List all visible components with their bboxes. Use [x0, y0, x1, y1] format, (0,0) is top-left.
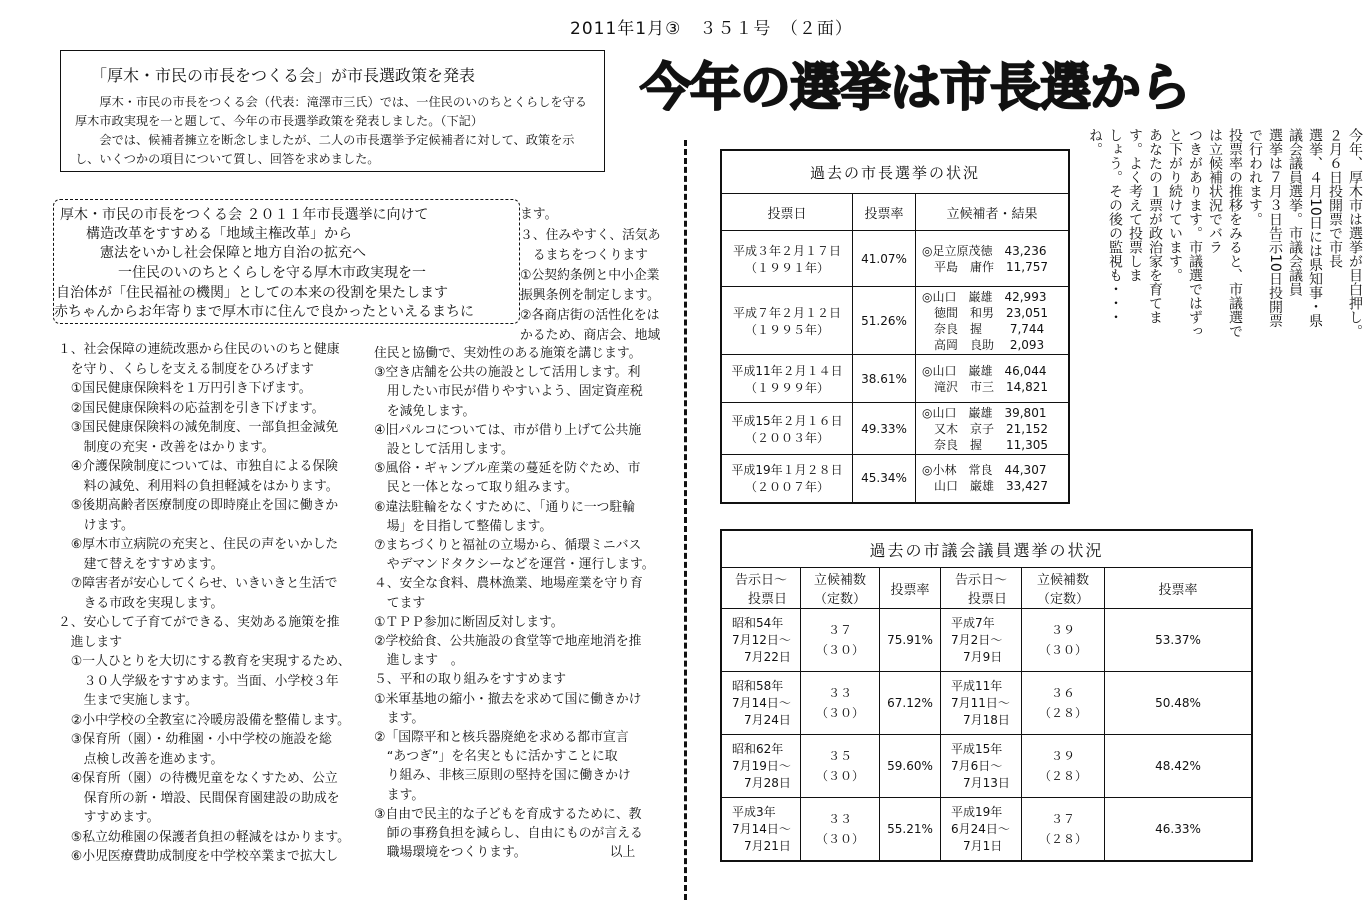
period-line: 7月22日	[732, 649, 791, 664]
council-header	[880, 568, 941, 609]
period-line: 7月13日	[951, 775, 1010, 790]
council-header	[941, 568, 1022, 609]
election-period	[721, 672, 801, 735]
policy-line: 職場環境をつくります。 以上	[374, 845, 636, 861]
policy-line: ④介護保険制度については、市独自による保険	[58, 459, 338, 474]
header-rate: 投票率	[853, 194, 916, 231]
policy-line: ②「国際平和と核兵器廃絶を求める都市宣言	[374, 730, 629, 745]
period-line: 7月2日～	[951, 632, 1003, 647]
vertical-intro	[1085, 128, 1365, 338]
period-line: 昭和62年	[732, 741, 784, 756]
intro-line: 投票率の推移をみると、市議選では立候補状況でバラ	[1207, 128, 1243, 338]
council-header-line: （定数）	[1036, 592, 1089, 607]
candidate-result: 奈良 握 11,305	[922, 437, 1048, 452]
candidate-count	[1022, 672, 1105, 735]
council-header	[1022, 568, 1105, 609]
policy-line: ４、安全な食料、農林漁業、地場産業を守り育	[374, 576, 643, 592]
mayor-row	[721, 231, 1069, 287]
policy-line: ②各商店街の活性化をは	[520, 308, 660, 323]
policy-line: ①公契約条例と中小企業	[520, 268, 660, 283]
policy-line: １、社会保障の連続改悪から住民のいのちと健康	[58, 342, 340, 357]
election-date-cell	[721, 455, 853, 503]
council-turnout: 67.12%	[880, 672, 941, 735]
period-line: 7月24日	[732, 712, 791, 727]
candidate-result: 滝沢 市三 14,821	[922, 379, 1048, 394]
policy-line: 師の事務負担を減らし、自由にものが言える	[374, 826, 643, 841]
count-line: （２８）	[1038, 832, 1087, 846]
election-period	[941, 609, 1022, 672]
mayor-row	[721, 455, 1069, 503]
issue-line: 2011年1月③ ３５１号 （２面）	[570, 19, 853, 39]
policy-line: ３０人学級をすすめます。当面、小学校３年	[58, 673, 339, 689]
intro-line: 選挙は７月３日告示10日投開票で行われます。	[1247, 128, 1283, 328]
policy-line: 点検し改善を進めます。	[58, 751, 224, 767]
count-line: （３０）	[815, 832, 864, 846]
candidate-result: ◎山口 巌雄 39,801	[922, 405, 1047, 420]
period-line: 7月6日～	[951, 758, 1003, 773]
turnout-rate: 49.33%	[853, 403, 916, 455]
candidate-count	[801, 798, 880, 862]
candidate-result: 徳間 和男 23,051	[922, 305, 1048, 320]
policy-line: けます。	[58, 517, 134, 533]
candidate-results	[916, 403, 1070, 455]
policy-line: 進します	[58, 634, 122, 650]
policy-line: ③空き店舗を公共の施設として活用します。利	[374, 365, 641, 381]
mayor-row	[721, 403, 1069, 455]
headline: 今年の選挙は市長選から	[640, 59, 1191, 118]
mayor-table-title: 過去の市長選挙の状況	[721, 150, 1069, 194]
election-year: （１９９５年）	[744, 322, 829, 337]
policy-line: ⑥違法駐輪をなくすために、「通りに一つ駐輪	[374, 499, 636, 515]
count-line: ３５	[827, 749, 852, 763]
count-line: ３６	[1050, 686, 1075, 700]
council-header-line: （定数）	[813, 592, 866, 607]
policy-line: 用したい市民が借りやすいよう、固定資産税	[374, 384, 643, 400]
period-line: 平成3年	[732, 804, 776, 819]
vision-line: 赤ちゃんからお年寄りまで厚木市に住んで良かったといえるまちに	[54, 304, 474, 320]
candidate-result: 山口 巌雄 33,427	[922, 479, 1048, 494]
election-date: 平成19年１月２８日	[731, 463, 843, 478]
vision-line: 自治体が「住民福祉の機関」としての本来の役割を果たします	[56, 285, 448, 301]
mayor-election-table	[720, 149, 1070, 504]
candidate-result: 平島 庸作 11,757	[922, 259, 1048, 274]
election-year: （２００７年）	[744, 480, 829, 495]
period-line: 7月21日	[732, 838, 791, 853]
count-line: （２８）	[1038, 706, 1087, 720]
council-header-line: 投票率	[1158, 582, 1198, 598]
council-header-line: 立候補数	[813, 573, 866, 588]
policy-line: ①国民健康保険料を１万円引き下げます。	[58, 381, 312, 396]
council-header	[1105, 568, 1253, 609]
policy-line: ⑥厚木市立病院の充実と、住民の声をいかした	[58, 537, 339, 552]
policy-line: ⑤後期高齢者医療制度の即時廃止を国に働きか	[58, 498, 339, 513]
policy-line: ⑤私立幼稚園の保護者負担の軽減をはかります。	[58, 829, 350, 845]
period-line: 7月9日	[951, 649, 1003, 664]
council-turnout: 46.33%	[1105, 798, 1253, 862]
announcement-box	[60, 50, 605, 172]
policy-line: てます	[374, 595, 426, 611]
council-header-line: 投票日	[734, 592, 787, 607]
vision-box	[53, 199, 520, 324]
policy-line: 生まで実施します。	[58, 693, 198, 708]
policy-line: ①ＴＰＰ参加に断固反対します。	[374, 614, 564, 630]
announcement-title: 「厚木・市民の市長をつくる会」が市長選政策を発表	[91, 66, 476, 85]
turnout-rate: 45.34%	[853, 455, 916, 503]
policy-line: るまちをつくります	[520, 248, 648, 263]
period-line: 7月28日	[732, 775, 791, 790]
policy-line: きる市政を実現します。	[58, 595, 224, 611]
candidate-result: ◎小林 常良 44,307	[922, 463, 1047, 478]
policy-line: り組み、非核三原則の堅持を国に働きかけ	[374, 768, 631, 784]
council-election-table	[720, 529, 1253, 862]
policy-line: すすめます。	[58, 810, 160, 825]
election-date-cell	[721, 355, 853, 403]
candidate-result: ◎山口 巌雄 42,993	[922, 289, 1047, 304]
vision-line: 構造改革をすすめる「地域主権改革」から	[86, 226, 353, 242]
intro-line: しょう。その後の監視も・・・ね。	[1087, 128, 1123, 324]
candidate-count	[801, 672, 880, 735]
policy-line: ます。	[374, 787, 425, 803]
column-divider	[684, 140, 687, 900]
candidate-result: 又木 京子 21,152	[922, 421, 1048, 436]
candidate-results	[916, 355, 1070, 403]
count-line: ３７	[1050, 812, 1075, 826]
turnout-rate: 51.26%	[853, 287, 916, 355]
header-date: 投票日	[721, 194, 853, 231]
candidate-count	[801, 609, 880, 672]
council-header-line: 投票日	[954, 592, 1007, 607]
period-line: 7月14日～	[732, 821, 791, 836]
policy-line: ます。	[374, 710, 425, 726]
count-line: ３３	[827, 812, 852, 826]
policy-line: ②学校給食、公共施設の食堂等で地産地消を推	[374, 634, 642, 649]
policy-line: ２、安心して子育てができる、実効ある施策を推	[58, 615, 340, 630]
council-turnout: 53.37%	[1105, 609, 1253, 672]
mayor-row	[721, 355, 1069, 403]
policy-line: ②小中学校の全教室に冷暖房設備を整備します。	[58, 712, 350, 728]
policy-line: やデマンドタクシーなどを運営・運行します。	[374, 557, 655, 573]
period-line: 7月11日～	[951, 695, 1010, 710]
council-turnout: 55.21%	[880, 798, 941, 862]
vision-line: 一住民のいのちとくらしを守る厚木市政実現を一	[118, 265, 426, 281]
policy-line: ⑥小児医療費助成制度を中学校卒業まで拡大し	[58, 849, 339, 864]
candidate-count	[801, 735, 880, 798]
vision-line: 憲法をいかし社会保障と地方自治の拡充へ	[100, 245, 366, 261]
policy-line: を守り、くらしを支える制度をひろげます	[58, 361, 314, 377]
election-period	[721, 798, 801, 862]
election-period	[721, 735, 801, 798]
council-header	[721, 568, 801, 609]
council-row	[721, 609, 1252, 672]
policy-line: ⑤風俗・ギャンブル産業の蔓延を防ぐため、市	[374, 461, 641, 477]
council-header-line: 告示日～	[734, 573, 787, 588]
count-line: （２８）	[1038, 769, 1087, 783]
election-date: 平成11年２月１４日	[731, 363, 843, 378]
period-line: 昭和54年	[732, 615, 784, 630]
election-period	[941, 735, 1022, 798]
period-line: 7月19日～	[732, 758, 791, 773]
policy-line: ５、平和の取り組みをすすめます	[374, 672, 567, 688]
policy-line: かるため、商店会、地域	[520, 328, 661, 343]
policy-line: 建て替えをすすめます。	[58, 556, 224, 572]
policy-line: ⑦障害者が安心してくらせ、いきいきと生活で	[58, 576, 338, 591]
period-line: 平成15年	[951, 741, 1003, 756]
count-line: ３３	[827, 686, 852, 700]
candidate-results	[916, 231, 1070, 287]
mayor-row	[721, 287, 1069, 355]
turnout-rate: 41.07%	[853, 231, 916, 287]
council-row	[721, 672, 1252, 735]
council-header-line: 投票率	[890, 582, 930, 598]
policy-line: ３、住みやすく、活気あ	[520, 228, 661, 243]
policy-line: ます。	[520, 207, 558, 222]
candidate-count	[1022, 798, 1105, 862]
period-line: 7月14日～	[732, 695, 791, 710]
policy-line: ①米軍基地の縮小・撤去を求めて国に働きかけ	[374, 691, 642, 707]
count-line: ３７	[827, 623, 852, 637]
announcement-body	[75, 93, 595, 169]
candidate-result: ◎山口 巌雄 46,044	[922, 363, 1047, 378]
election-period	[941, 672, 1022, 735]
policy-line: ①一人ひとりを大切にする教育を実現するため、	[58, 654, 351, 669]
period-line: 平成11年	[951, 678, 1003, 693]
policy-line: 料の減免、利用料の負担軽減をはかります。	[58, 478, 339, 494]
period-line: 7月18日	[951, 712, 1010, 727]
council-header-line: 立候補数	[1036, 573, 1089, 588]
policy-line: ③保育所（園）・幼稚園・小中学校の施設を総	[58, 732, 332, 747]
period-line: 6月24日～	[951, 821, 1010, 836]
election-date-cell	[721, 403, 853, 455]
policy-line: ④旧パルコについては、市が借り上げて公共施	[374, 422, 642, 438]
council-header	[801, 568, 880, 609]
policy-line: 振興条例を制定します。	[520, 288, 660, 303]
council-turnout: 75.91%	[880, 609, 941, 672]
candidate-count	[1022, 735, 1105, 798]
intro-line: あなたの１票が政治家を育てます。よく考えて投票しま	[1127, 128, 1163, 324]
election-period	[941, 798, 1022, 862]
policy-line: を減免します。	[374, 403, 476, 419]
election-year: （１９９９年）	[744, 380, 829, 395]
policy-line: 制度の充実・改善をはかります。	[58, 439, 275, 455]
count-line: （３０）	[815, 643, 864, 657]
announcement-paragraph: 会では、候補者擁立を断念しましたが、二人の市長選挙予定候補者に対して、政策を示し、いくつかの項目について質し、回答を求めました。	[75, 133, 575, 166]
election-date: 平成15年２月１６日	[731, 413, 843, 428]
period-line: 平成7年	[951, 615, 995, 630]
council-row	[721, 798, 1252, 862]
council-row	[721, 735, 1252, 798]
policy-line: 進します 。	[374, 653, 464, 669]
policy-line: 民と一体となって取り組みます。	[374, 480, 578, 496]
announcement-paragraph: 厚木・市民の市長をつくる会（代表：滝澤市三氏）では、一住民のいのちとくらしを守る厚木市政実現を一と題して、今年の市長選挙政策を発表しました。（下記）	[75, 95, 587, 128]
candidate-result: ◎足立原茂徳 43,236	[922, 243, 1047, 258]
council-turnout: 50.48%	[1105, 672, 1253, 735]
intro-line: つきがあります。市議選ではずっと下がり続けています。	[1167, 128, 1203, 338]
election-year: （１９９１年）	[744, 260, 829, 275]
election-year: （２００３年）	[744, 430, 829, 445]
election-date: 平成３年２月１７日	[732, 243, 841, 258]
candidate-result: 奈良 握 7,744	[922, 321, 1045, 336]
policy-line: ③国民健康保険料の減免制度、一部負担金減免	[58, 420, 339, 435]
intro-line: 選挙、４月10日には県知事・県議会議員選挙。市議会議員	[1287, 128, 1323, 328]
policy-line: 場」を目指して整備します。	[374, 518, 553, 534]
election-date-cell	[721, 287, 853, 355]
count-line: （３０）	[1038, 643, 1087, 657]
period-line: 7月12日～	[732, 632, 791, 647]
intro-line: 今年、厚木市は選挙が目白押し。２月６日投開票で市長	[1327, 128, 1363, 338]
policy-line: ③自由で民主的な子どもを育成するために、教	[374, 806, 642, 822]
period-line: 昭和58年	[732, 678, 784, 693]
vision-line: 厚木・市民の市長をつくる会 ２０１１年市長選挙に向けて	[60, 207, 429, 223]
count-line: （３０）	[815, 706, 864, 720]
policy-line: ⑦まちづくりと福祉の立場から、循環ミニバス	[374, 538, 642, 553]
period-line: 平成19年	[951, 804, 1003, 819]
election-period	[721, 609, 801, 672]
election-date: 平成７年２月１２日	[732, 305, 841, 320]
policy-line: 保育所の新・増設、民間保育園建設の助成を	[58, 790, 340, 806]
council-header-line: 告示日～	[954, 573, 1007, 588]
count-line: ３９	[1050, 749, 1075, 763]
turnout-rate: 38.61%	[853, 355, 916, 403]
council-turnout: 59.60%	[880, 735, 941, 798]
count-line: ３９	[1050, 623, 1075, 637]
policy-line: 設として活用します。	[374, 442, 514, 457]
council-turnout: 48.42%	[1105, 735, 1253, 798]
election-date-cell	[721, 231, 853, 287]
policy-line: ②国民健康保険料の応益割を引き下げます。	[58, 400, 325, 416]
candidate-results	[916, 287, 1070, 355]
policy-line: “あつぎ”」を名実ともに活かすことに取	[374, 749, 618, 765]
candidate-count	[1022, 609, 1105, 672]
policy-line: 住民と協働で、実効性のある施策を講じます。	[374, 346, 642, 361]
policy-line: ④保育所（園）の待機児童をなくすため、公立	[58, 771, 338, 786]
header-candidates: 立候補者・結果	[916, 194, 1070, 231]
candidate-result: 高岡 良助 2,093	[922, 337, 1045, 352]
period-line: 7月1日	[951, 838, 1003, 853]
candidate-results	[916, 455, 1070, 503]
count-line: （３０）	[815, 769, 864, 783]
council-table-title: 過去の市議会議員選挙の状況	[721, 530, 1252, 568]
